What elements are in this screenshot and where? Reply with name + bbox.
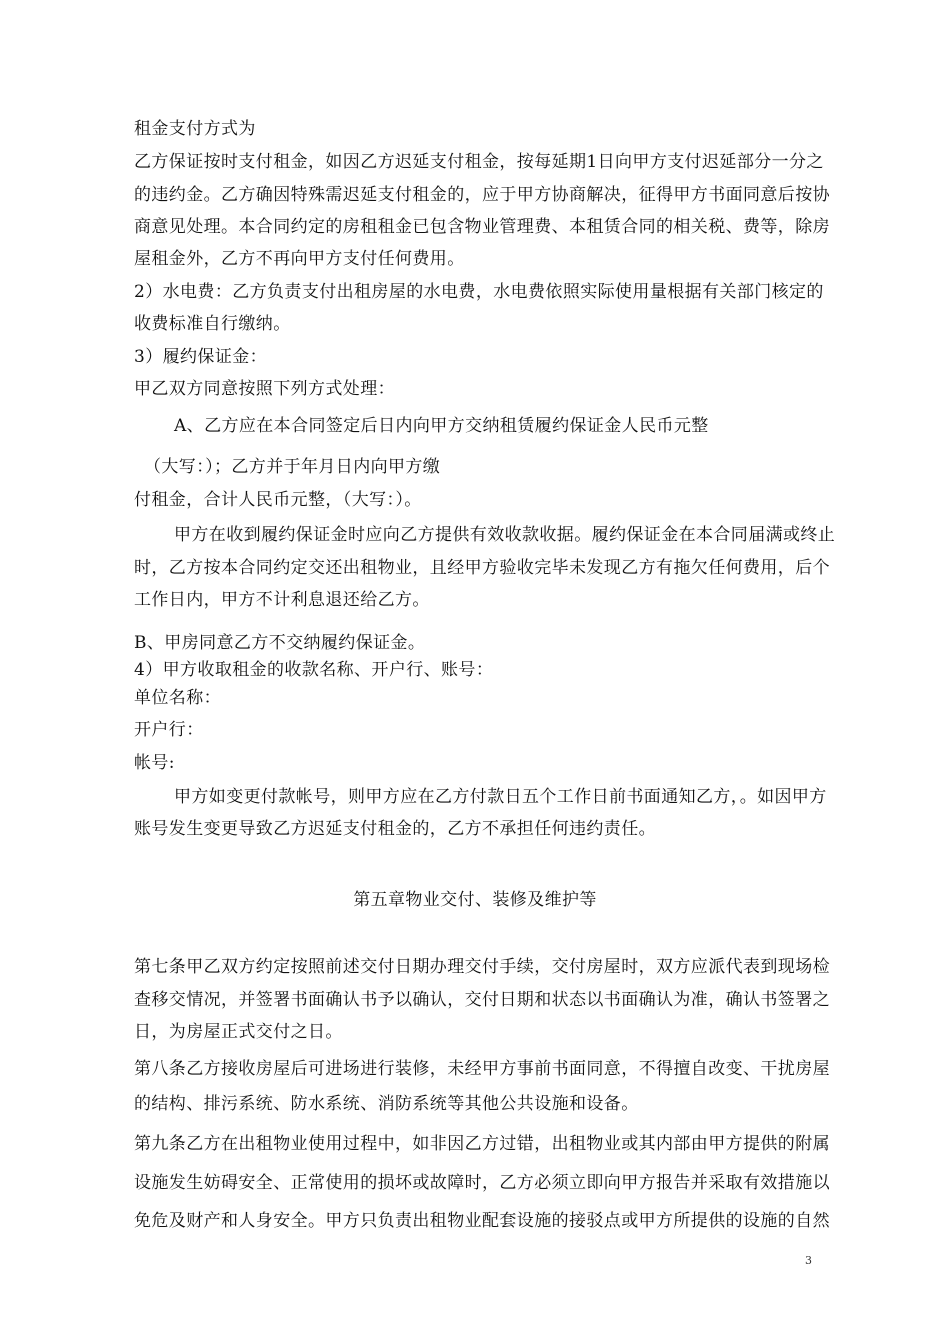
text-line: 时，乙方按本合同约定交还出租物业，且经甲方验收完毕未发现乙方有拖欠任何费用，后个 xyxy=(134,558,830,578)
text-line: 工作日内，甲方不计利息退还给乙方。 xyxy=(134,590,430,610)
text-line: 设施发生妨碍安全、正常使用的损坏或故障时，乙方必须立即向甲方报告并采取有效措施以 xyxy=(134,1173,830,1193)
text-line: 甲乙双方同意按照下列方式处理： xyxy=(134,379,395,399)
page-number: 3 xyxy=(805,1254,812,1267)
text-line: 的违约金。乙方确因特殊需迟延支付租金的，应于甲方协商解决，征得甲方书面同意后按协 xyxy=(134,185,830,205)
text-line: B、甲房同意乙方不交纳履约保证金。 xyxy=(134,633,426,653)
chapter-heading: 第五章物业交付、装修及维护等 xyxy=(353,890,597,910)
text-line: 帐号: xyxy=(134,753,175,773)
text-line: 第九条乙方在出租物业使用过程中，如非因乙方过错，出租物业或其内部由甲方提供的附属 xyxy=(134,1134,830,1154)
text-line: 甲方如变更付款帐号，则甲方应在乙方付款日五个工作日前书面通知乙方，。如因甲方 xyxy=(174,787,827,807)
text-line: 查移交情况，并签署书面确认书予以确认，交付日期和状态以书面确认为准，确认书签署之 xyxy=(134,990,830,1010)
text-line: 屋租金外，乙方不再向甲方支付任何费用。 xyxy=(134,249,465,269)
text-line: 收费标准自行缴纳。 xyxy=(134,314,291,334)
text-line: 3）履约保证金： xyxy=(134,347,268,367)
text-line: 4）甲方收取租金的收款名称、开户行、账号： xyxy=(134,660,494,680)
text-line: 第七条甲乙双方约定按照前述交付日期办理交付手续，交付房屋时，双方应派代表到现场检 xyxy=(134,957,830,977)
text-line: 开户行： xyxy=(134,720,204,740)
text-line: 付租金，合计人民币元整，（大写：）。 xyxy=(134,490,422,510)
text-line: 第八条乙方接收房屋后可进场进行装修，未经甲方事前书面同意，不得擅自改变、干扰房屋 xyxy=(134,1059,830,1079)
text-line: 免危及财产和人身安全。甲方只负责出租物业配套设施的接驳点或甲方所提供的设施的自然 xyxy=(134,1211,830,1231)
text-line: 账号发生变更导致乙方迟延支付租金的，乙方不承担任何违约责任。 xyxy=(134,819,656,839)
text-line: 乙方保证按时支付租金，如因乙方迟延支付租金，按每延期1日向甲方支付迟延部分一分之 xyxy=(134,152,824,172)
text-line: 日，为房屋正式交付之日。 xyxy=(134,1022,343,1042)
text-line: 的结构、排污系统、防水系统、消防系统等其他公共设施和设备。 xyxy=(134,1094,639,1114)
text-line: 甲方在收到履约保证金时应向乙方提供有效收款收据。履约保证金在本合同届满或终止 xyxy=(174,525,836,545)
text-line: （大写：）；乙方并于年月日内向甲方缴 xyxy=(144,457,441,477)
text-line: A、乙方应在本合同签定后日内向甲方交纳租赁履约保证金人民币元整 xyxy=(174,416,709,436)
text-line: 2）水电费：乙方负责支付出租房屋的水电费，水电费依照实际使用量根据有关部门核定的 xyxy=(134,282,824,302)
text-line: 商意见处理。本合同约定的房租租金已包含物业管理费、本租赁合同的相关税、费等，除房 xyxy=(134,217,830,237)
text-line: 单位名称： xyxy=(134,688,221,708)
text-line: 租金支付方式为 xyxy=(134,119,256,139)
